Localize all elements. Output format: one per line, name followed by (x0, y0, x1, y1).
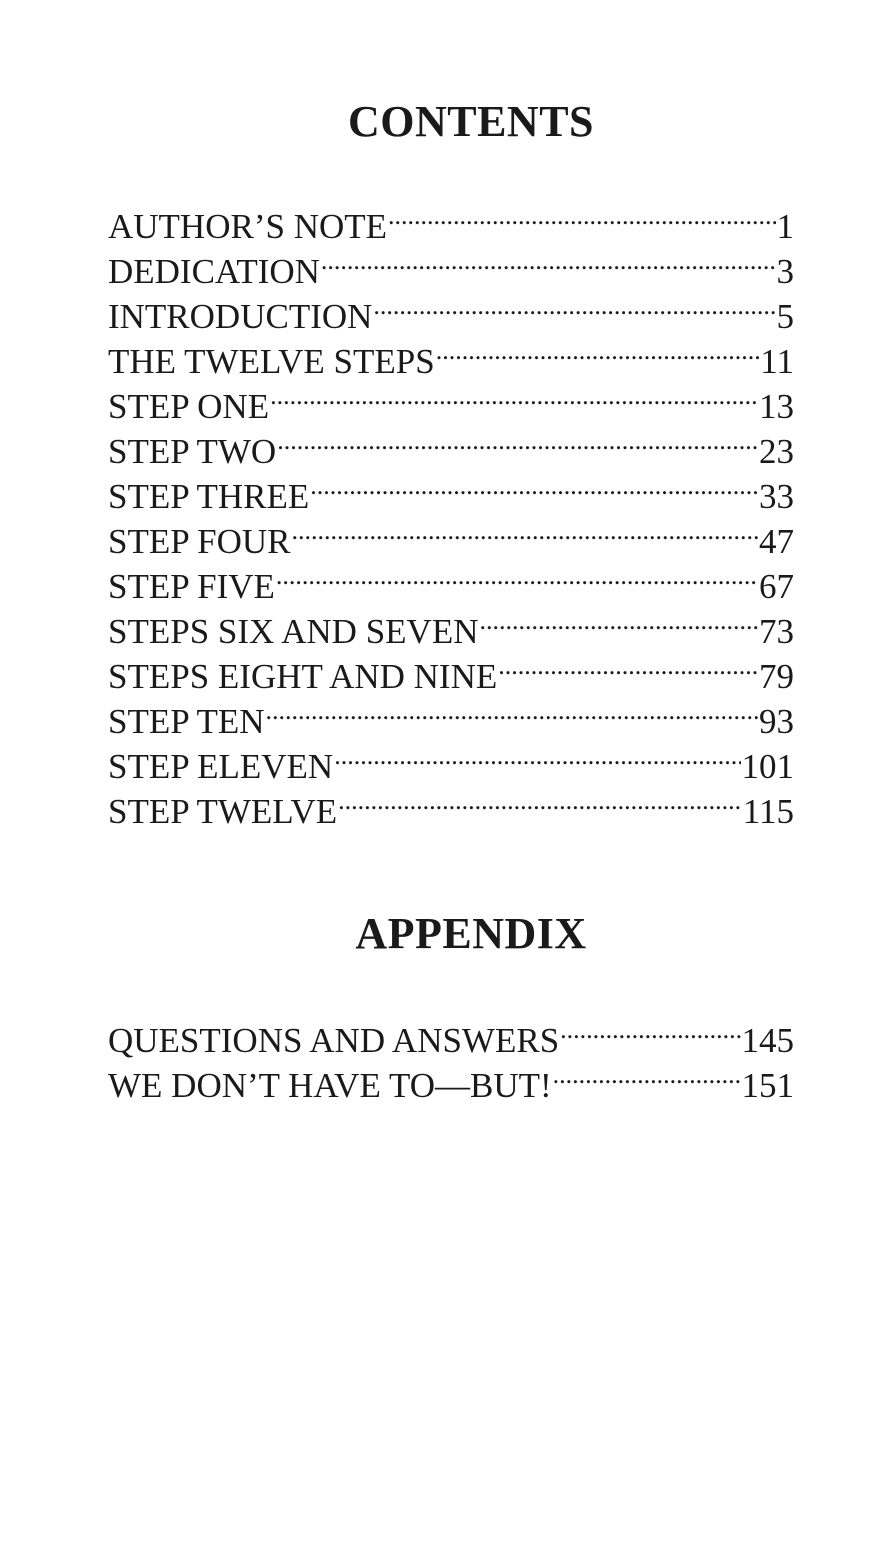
entry-title: STEP TWELVE (108, 792, 338, 831)
entry-page-number: 3 (776, 252, 794, 291)
entry-page-number: 145 (741, 1021, 794, 1060)
entry-page-number: 5 (776, 297, 794, 336)
dot-leader (479, 598, 758, 643)
toc-entry-questions-and-answers (108, 1007, 794, 1060)
entry-page-number: 11 (760, 342, 794, 381)
entry-page-number: 93 (759, 702, 794, 741)
entry-title: WE DON’T HAVE TO—BUT! (108, 1066, 552, 1105)
entry-title: STEPS SIX AND SEVEN (108, 612, 479, 651)
entry-title: STEP TWO (108, 432, 277, 471)
entry-page-number: 13 (759, 387, 794, 426)
contents-list (108, 193, 794, 831)
dot-leader (388, 193, 775, 238)
appendix-heading: APPENDIX (355, 909, 587, 958)
entry-page-number: 115 (742, 792, 794, 831)
dot-leader (266, 688, 758, 733)
toc-entry-authors-note (108, 193, 794, 246)
entry-title: STEP FIVE (108, 567, 275, 606)
entry-page-number: 67 (759, 567, 794, 606)
entry-page-number: 101 (741, 747, 794, 786)
contents-heading: CONTENTS (347, 97, 595, 146)
dot-leader (321, 238, 776, 283)
entry-title: STEPS EIGHT AND NINE (108, 657, 498, 696)
entry-title: STEP ONE (108, 387, 270, 426)
entry-page-number: 151 (741, 1066, 794, 1105)
dot-leader (334, 733, 740, 778)
entry-page-number: 1 (776, 207, 794, 246)
dot-leader (292, 508, 758, 553)
dot-leader (310, 463, 758, 508)
dot-leader (373, 283, 775, 328)
entry-page-number: 79 (759, 657, 794, 696)
entry-page-number: 73 (759, 612, 794, 651)
dot-leader (338, 778, 742, 823)
entry-title: AUTHOR’S NOTE (108, 207, 388, 246)
entry-title: QUESTIONS AND ANSWERS (108, 1021, 560, 1060)
entry-title: STEP FOUR (108, 522, 291, 561)
entry-page-number: 23 (759, 432, 794, 471)
appendix-list (108, 1007, 794, 1105)
entry-page-number: 47 (759, 522, 794, 561)
dot-leader (270, 373, 758, 418)
entry-page-number: 33 (759, 477, 794, 516)
dot-leader (553, 1052, 741, 1097)
dot-leader (560, 1007, 740, 1052)
entry-title: DEDICATION (108, 252, 320, 291)
entry-title: THE TWELVE STEPS (108, 342, 435, 381)
dot-leader (277, 418, 758, 463)
dot-leader (276, 553, 758, 598)
entry-title: STEP TEN (108, 702, 265, 741)
dot-leader (436, 328, 760, 373)
entry-title: STEP THREE (108, 477, 310, 516)
entry-title: STEP ELEVEN (108, 747, 334, 786)
dot-leader (498, 643, 758, 688)
entry-title: INTRODUCTION (108, 297, 373, 336)
